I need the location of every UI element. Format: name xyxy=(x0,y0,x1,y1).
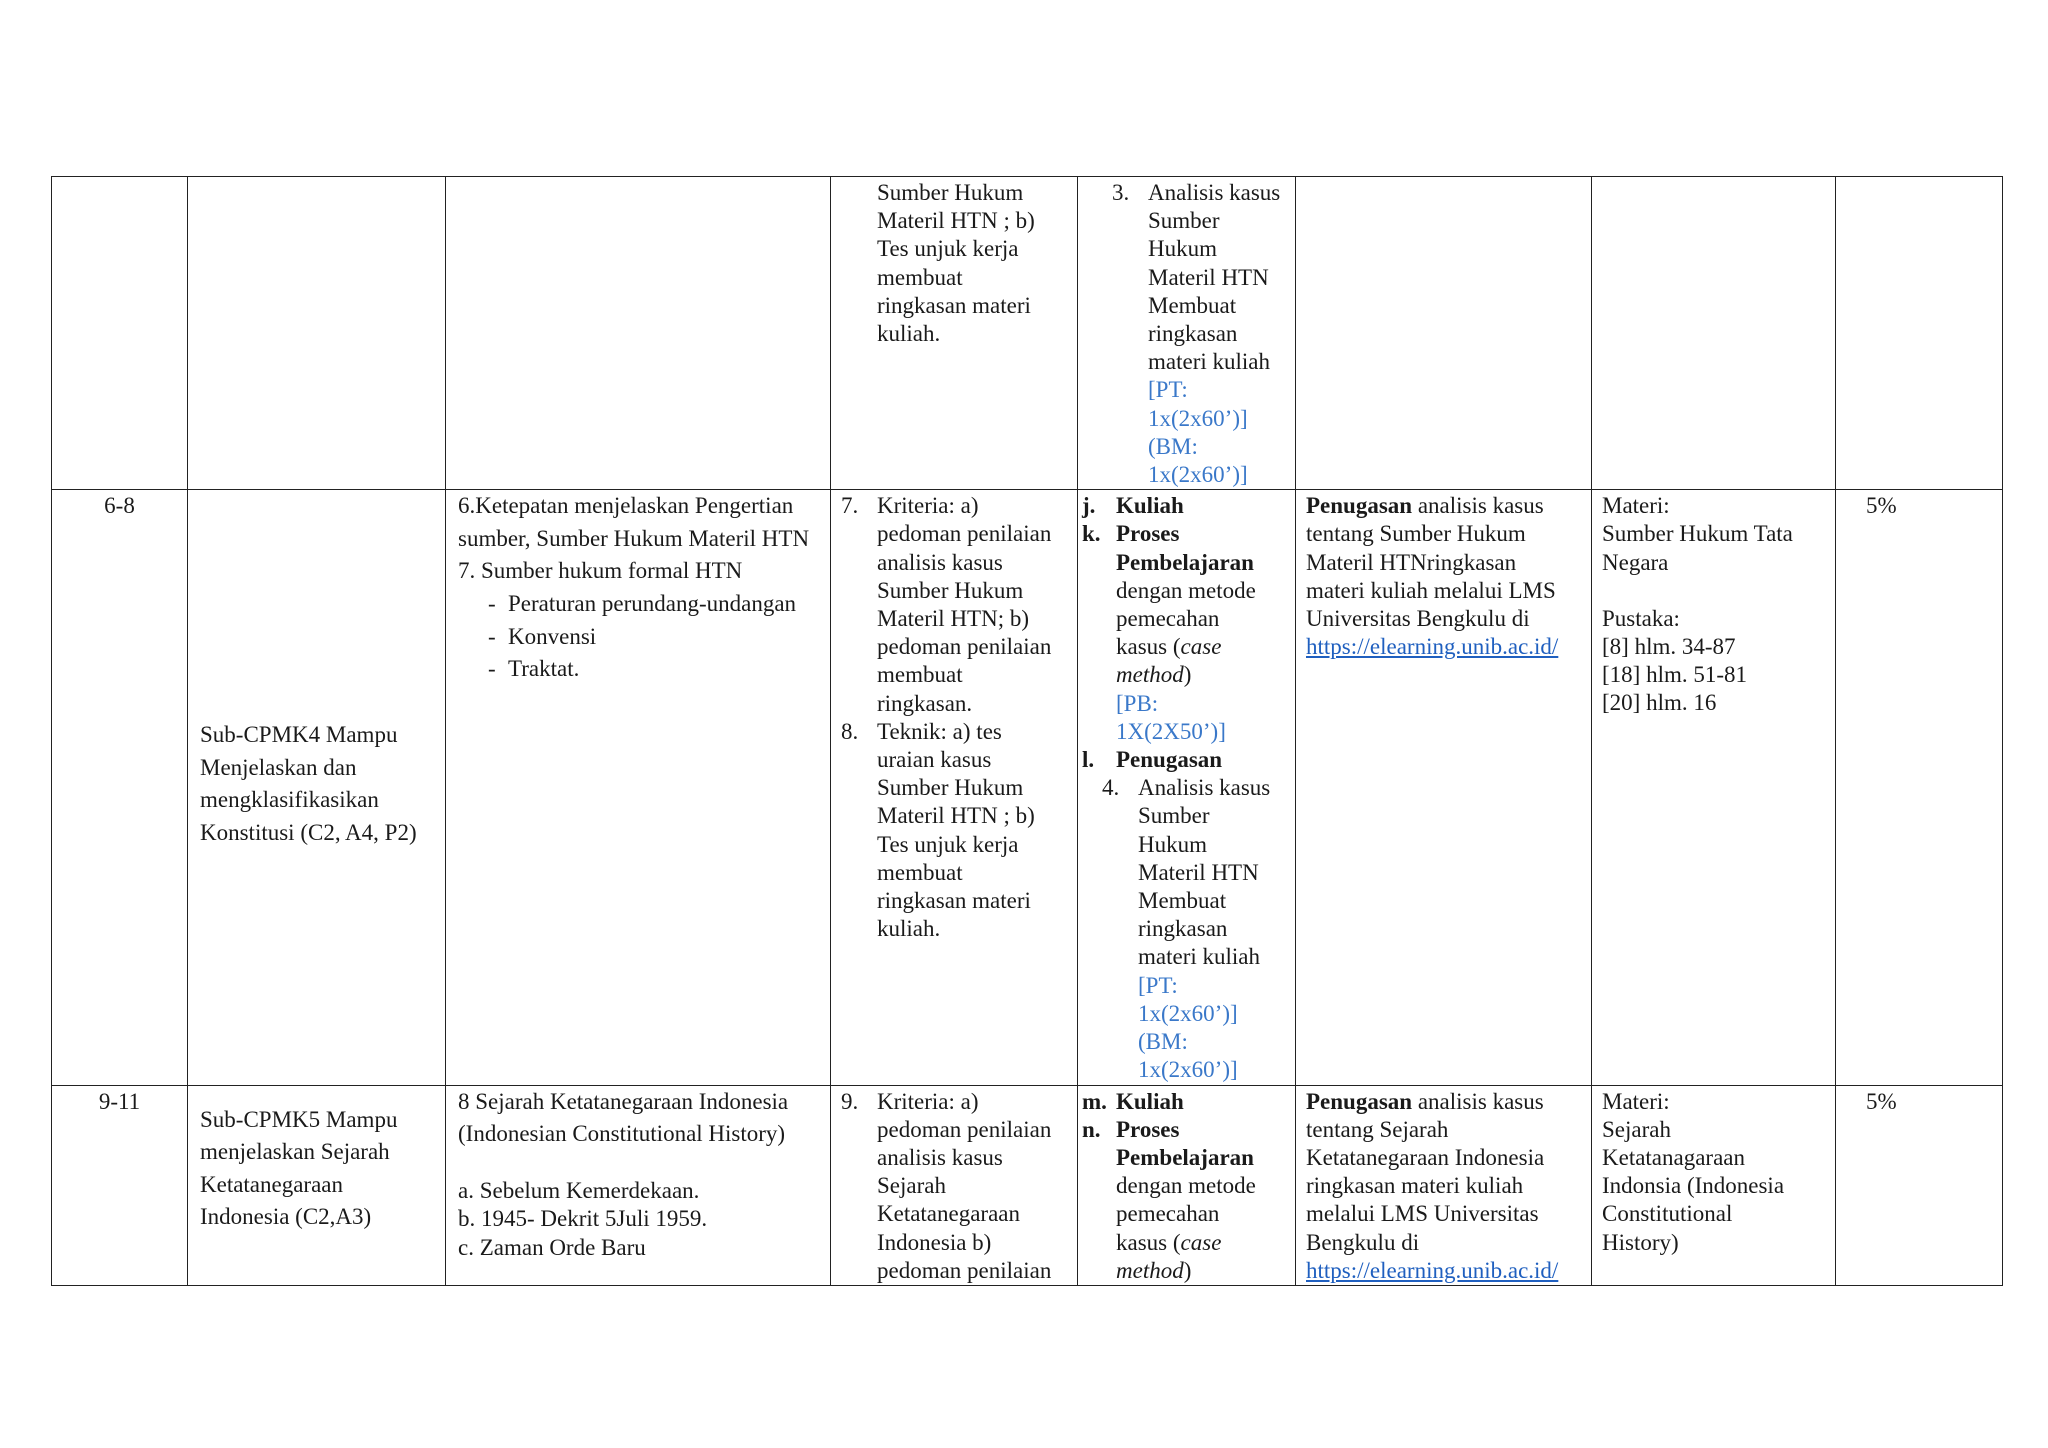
assessment-line: Penugasan analisis kasus xyxy=(1306,1088,1544,1114)
method-line: Sumber xyxy=(1148,208,1220,234)
subcpmk-text: Sub-CPMK4 Mampu Menjelaskan dan mengklasifikasikan Konstitusi (C2, A4, P2) xyxy=(200,722,417,845)
materials-line: Sejarah xyxy=(1602,1116,1671,1142)
week-number: 9-11 xyxy=(98,1088,141,1114)
materials-line: Negara xyxy=(1602,549,1669,575)
criteria-line: Materil HTN; b) xyxy=(877,606,1030,632)
list-number: 7. xyxy=(841,493,859,519)
time-allocation: 1x(2x60’)] xyxy=(1148,462,1248,488)
method-line: Analisis kasus xyxy=(1148,180,1281,205)
list-number: 8. xyxy=(841,718,859,744)
weight-value: 5% xyxy=(1866,493,1897,519)
materials-cell xyxy=(1592,177,1836,490)
table-row xyxy=(52,1085,2003,1285)
list-letter: n. xyxy=(1082,1116,1101,1142)
method-line: Sumber xyxy=(1138,803,1210,829)
method-cell xyxy=(1078,1085,1296,1285)
assessment-cell xyxy=(1296,490,1592,1085)
list-item: c. Zaman Orde Baru xyxy=(458,1234,646,1260)
criteria-line: analisis kasus xyxy=(877,549,1003,575)
indicator-text: 7. Sumber hukum formal HTN xyxy=(458,558,743,584)
indicator-text: 8 Sejarah Ketatanegaraan Indonesia (Indonesian Constitutional History) xyxy=(458,1088,789,1147)
time-allocation: 1x(2x60’)] xyxy=(1138,1000,1238,1026)
criteria-line: Materil HTN ; b) xyxy=(877,208,1035,234)
subcpmk-cell xyxy=(188,177,446,490)
criteria-line: Sumber Hukum xyxy=(877,775,1024,801)
assessment-line: Ketatanegaraan Indonesia xyxy=(1306,1144,1545,1170)
materials-line: Ketatanagaraan xyxy=(1602,1144,1746,1170)
list-letter: k. xyxy=(1082,521,1101,547)
method-label: Proses xyxy=(1116,521,1180,547)
method-cell xyxy=(1078,490,1296,1085)
weight-cell xyxy=(1836,1085,2003,1285)
criteria-line: pedoman penilaian xyxy=(877,1116,1052,1142)
method-line: Membuat xyxy=(1148,292,1237,318)
criteria-line: Indonesia b) xyxy=(877,1229,992,1255)
method-line: pemecahan xyxy=(1116,1201,1220,1227)
materials-line xyxy=(1602,577,1825,605)
criteria-cell xyxy=(831,1085,1078,1285)
time-allocation: [PT: xyxy=(1138,972,1178,998)
method-line: pemecahan xyxy=(1116,606,1220,632)
time-allocation: [PT: xyxy=(1148,377,1188,403)
list-item: a. Sebelum Kemerdekaan. xyxy=(458,1177,700,1203)
assessment-line: ringkasan materi kuliah xyxy=(1306,1173,1524,1199)
criteria-line: Tes unjuk kerja xyxy=(877,831,1019,857)
list-number: 4. xyxy=(1102,775,1120,801)
method-line: method) xyxy=(1116,662,1192,688)
method-label: Proses xyxy=(1116,1116,1180,1142)
criteria-line: analisis kasus xyxy=(877,1144,1003,1170)
time-allocation: 1x(2x60’)] xyxy=(1138,1057,1238,1083)
list-number: 9. xyxy=(841,1088,859,1114)
lms-link[interactable]: https://elearning.unib.ac.id/ xyxy=(1306,634,1559,660)
time-allocation: [PB: xyxy=(1116,690,1159,716)
criteria-line: Tes unjuk kerja xyxy=(877,236,1019,262)
indicator-cell xyxy=(446,177,831,490)
materials-cell xyxy=(1592,1085,1836,1285)
method-line: method) xyxy=(1116,1257,1192,1283)
list-item: - Peraturan perundang-undangan xyxy=(488,591,797,617)
method-line: materi kuliah xyxy=(1138,944,1260,970)
materials-line: Pustaka: xyxy=(1602,605,1680,631)
criteria-line: Sumber Hukum xyxy=(877,180,1024,205)
assessment-line: Bengkulu di xyxy=(1306,1229,1420,1255)
method-line: Materil HTN xyxy=(1148,264,1269,290)
method-line: Hukum xyxy=(1148,236,1217,262)
time-allocation: 1X(2X50’)] xyxy=(1116,718,1226,744)
method-line: ringkasan xyxy=(1148,321,1238,347)
table-row xyxy=(52,490,2003,1085)
list-item: b. 1945- Dekrit 5Juli 1959. xyxy=(458,1206,708,1232)
indicator-cell xyxy=(446,1085,831,1285)
method-line: Analisis kasus xyxy=(1138,775,1271,801)
method-label: Kuliah xyxy=(1116,493,1184,519)
assessment-line: tentang Sejarah xyxy=(1306,1116,1449,1142)
week-cell xyxy=(52,490,188,1085)
method-line: ringkasan xyxy=(1138,916,1228,942)
materials-line: Sumber Hukum Tata xyxy=(1602,521,1793,547)
weight-cell xyxy=(1836,490,2003,1085)
criteria-line: Ketatanegaraan xyxy=(877,1201,1021,1227)
criteria-line: Sumber Hukum xyxy=(877,577,1024,603)
method-label: Pembelajaran xyxy=(1116,549,1254,575)
materials-line: Materi: xyxy=(1602,1088,1670,1114)
method-line: materi kuliah xyxy=(1148,349,1270,375)
rps-table xyxy=(51,176,2003,1286)
list-letter: m. xyxy=(1082,1088,1107,1114)
criteria-line: ringkasan materi xyxy=(877,888,1031,914)
criteria-line: Materil HTN ; b) xyxy=(877,803,1035,829)
list-item: - Traktat. xyxy=(488,656,580,682)
assessment-line: tentang Sumber Hukum xyxy=(1306,521,1526,547)
method-label: Kuliah xyxy=(1116,1088,1184,1114)
assessment-line: materi kuliah melalui LMS xyxy=(1306,577,1556,603)
criteria-line: Sejarah xyxy=(877,1173,946,1199)
assessment-line: Materil HTNringkasan xyxy=(1306,549,1517,575)
criteria-line: ringkasan materi xyxy=(877,292,1031,318)
method-line: Hukum xyxy=(1138,831,1207,857)
time-allocation: 1x(2x60’)] xyxy=(1148,405,1248,431)
criteria-line: uraian kasus xyxy=(877,747,992,773)
method-line: dengan metode xyxy=(1116,577,1256,603)
criteria-line: Kriteria: a) xyxy=(877,493,979,519)
method-label: Penugasan xyxy=(1116,747,1223,773)
criteria-line: kuliah. xyxy=(877,321,941,347)
list-number: 3. xyxy=(1112,180,1130,205)
criteria-cell xyxy=(831,177,1078,490)
criteria-line: membuat xyxy=(877,859,963,885)
subcpmk-cell xyxy=(188,1085,446,1285)
criteria-line: Kriteria: a) xyxy=(877,1088,979,1114)
criteria-line: membuat xyxy=(877,662,963,688)
assessment-cell xyxy=(1296,1085,1592,1285)
method-cell xyxy=(1078,177,1296,490)
criteria-line: pedoman penilaian xyxy=(877,1257,1052,1283)
method-label: Pembelajaran xyxy=(1116,1144,1254,1170)
list-letter: j. xyxy=(1082,493,1096,519)
criteria-line: pedoman penilaian xyxy=(877,634,1052,660)
materials-line: History) xyxy=(1602,1229,1679,1255)
criteria-line: Teknik: a) tes xyxy=(877,718,1002,744)
subcpmk-text: Sub-CPMK5 Mampu menjelaskan Sejarah Ketatanegaraan Indonesia (C2,A3) xyxy=(200,1106,398,1230)
method-line: kasus (case xyxy=(1116,1229,1222,1255)
assessment-line: melalui LMS Universitas xyxy=(1306,1201,1539,1227)
method-line: kasus (case xyxy=(1116,634,1222,660)
materials-line: [18] hlm. 51-81 xyxy=(1602,662,1748,688)
list-item: - Konvensi xyxy=(488,623,597,649)
week-cell xyxy=(52,1085,188,1285)
materials-cell xyxy=(1592,490,1836,1085)
lms-link[interactable]: https://elearning.unib.ac.id/ xyxy=(1306,1257,1559,1283)
weight-cell xyxy=(1836,177,2003,490)
weight-value: 5% xyxy=(1866,1088,1897,1114)
criteria-line: membuat xyxy=(877,264,963,290)
criteria-line: kuliah. xyxy=(877,916,941,942)
time-allocation: (BM: xyxy=(1148,433,1198,459)
time-allocation: (BM: xyxy=(1138,1029,1188,1055)
indicator-text: 6.Ketepatan menjelaskan Pengertian sumber, Sumber Hukum Materil HTN xyxy=(458,493,810,551)
subcpmk-cell xyxy=(188,490,446,1085)
materials-line: [20] hlm. 16 xyxy=(1602,690,1717,716)
assessment-line: Penugasan analisis kasus xyxy=(1306,493,1544,519)
materials-line: Constitutional xyxy=(1602,1201,1733,1227)
materials-line: [8] hlm. 34-87 xyxy=(1602,634,1736,660)
method-line: dengan metode xyxy=(1116,1173,1256,1199)
week-cell xyxy=(52,177,188,490)
criteria-line: pedoman penilaian xyxy=(877,521,1052,547)
week-number: 6-8 xyxy=(104,493,135,519)
table-row xyxy=(52,177,2003,490)
method-line: Materil HTN xyxy=(1138,859,1259,885)
assessment-line: Universitas Bengkulu di xyxy=(1306,606,1530,632)
criteria-line: ringkasan. xyxy=(877,690,973,716)
criteria-cell xyxy=(831,490,1078,1085)
list-letter: l. xyxy=(1082,747,1095,773)
indicator-cell xyxy=(446,490,831,1085)
materials-line: Materi: xyxy=(1602,493,1670,519)
assessment-cell xyxy=(1296,177,1592,490)
method-line: Membuat xyxy=(1138,888,1227,914)
materials-line: Indonsia (Indonesia xyxy=(1602,1173,1785,1199)
